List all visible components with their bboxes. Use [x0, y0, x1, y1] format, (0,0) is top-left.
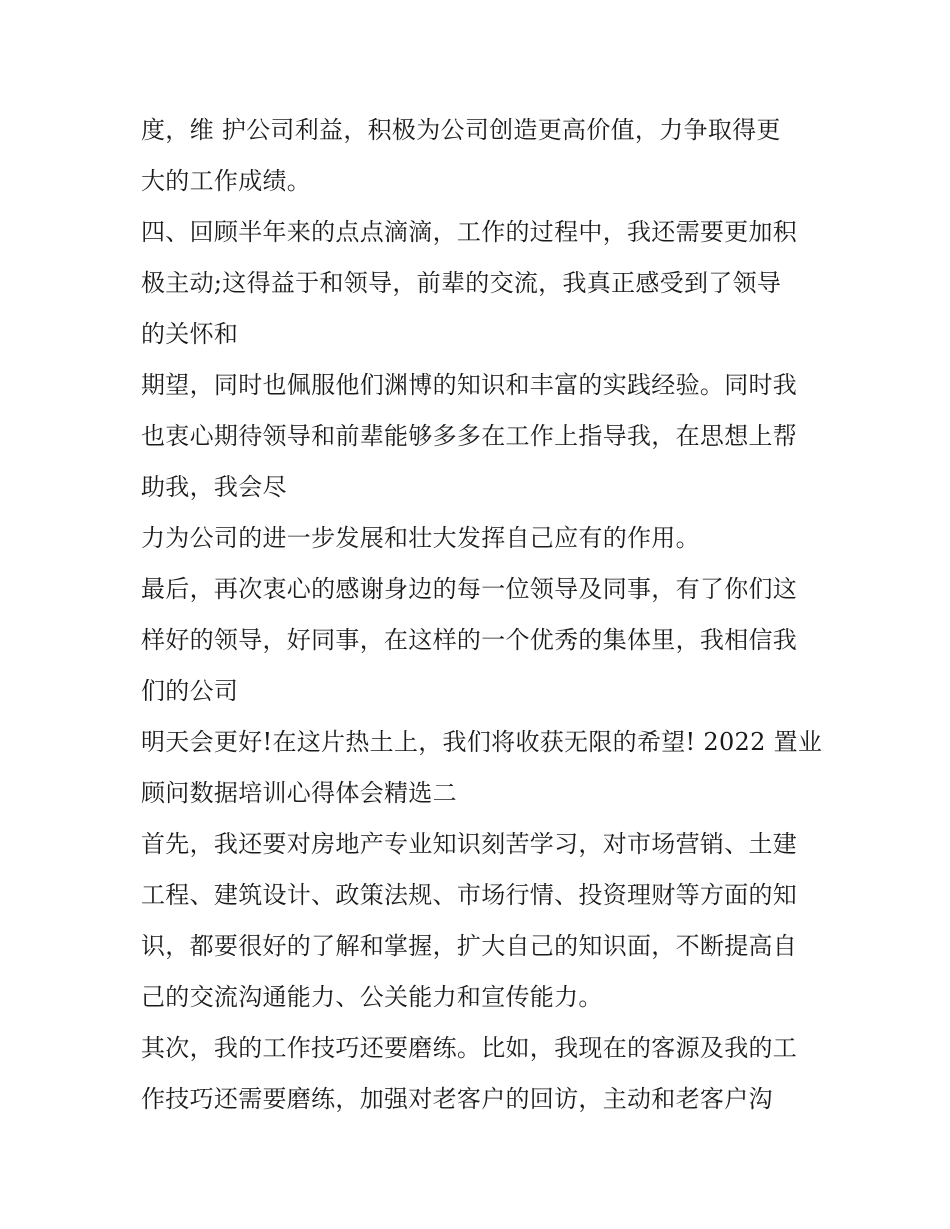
- text-line: 期望，同时也佩服他们渊博的知识和丰富的实践经验。同时我: [141, 371, 798, 399]
- text-line: 己的交流沟通能力、公关能力和宣传能力。: [141, 983, 603, 1011]
- text-line: 其次，我的工作技巧还要磨练。比如，我现在的客源及我的工: [141, 1034, 798, 1062]
- text-line: 识，都要很好的了解和掌握，扩大自己的知识面，不断提高自: [141, 932, 798, 960]
- text-line: 首先，我还要对房地产专业知识刻苦学习，对市场营销、土建: [141, 830, 798, 858]
- text-line: 样好的领导，好同事，在这样的一个优秀的集体里，我相信我: [141, 626, 798, 654]
- text-line: 顾问数据培训心得体会精选二: [141, 779, 457, 807]
- document-body: [141, 105, 821, 1125]
- text-line: 也衷心期待领导和前辈能够多多在工作上指导我，在思想上帮: [141, 422, 798, 450]
- text-line: 明天会更好!在这片热土上，我们将收获无限的希望! 2022 置业: [141, 728, 823, 756]
- text-line: 力为公司的进一步发展和壮大发挥自己应有的作用。: [141, 524, 700, 552]
- text-line: 极主动;这得益于和领导，前辈的交流，我真正感受到了领导: [141, 269, 782, 297]
- text-line: 作技巧还需要磨练，加强对老客户的回访，主动和老客户沟: [141, 1085, 773, 1113]
- text-line: 工程、建筑设计、政策法规、市场行情、投资理财等方面的知: [141, 881, 798, 909]
- text-line: 最后，再次衷心的感谢身边的每一位领导及同事，有了你们这: [141, 575, 798, 603]
- text-line: 助我，我会尽: [141, 473, 287, 501]
- text-line: 大的工作成绩。: [141, 167, 312, 195]
- text-line: 四、回顾半年来的点点滴滴，工作的过程中，我还需要更加积: [141, 218, 798, 246]
- text-line: 们的公司: [141, 677, 239, 705]
- text-line: 度，维 护公司利益，积极为公司创造更高价值，力争取得更: [141, 116, 781, 144]
- text-line: 的关怀和: [141, 320, 239, 348]
